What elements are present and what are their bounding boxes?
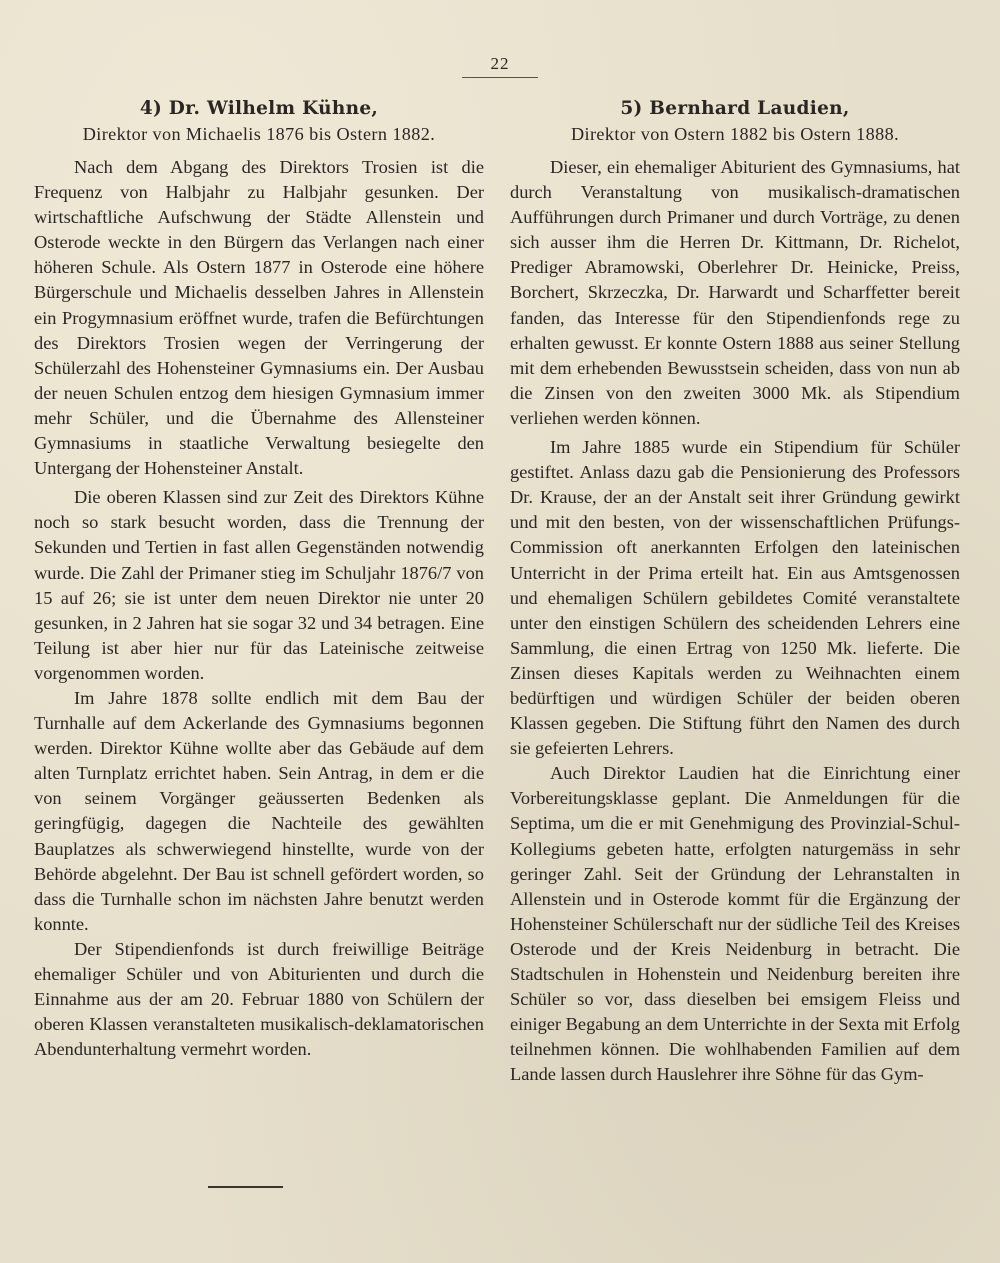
paragraph: Im Jahre 1885 wurde ein Stipendium für Schüler gestiftet. Anlass dazu gab die Pensionierung des Professors Dr. Krause, der an der Anstalt seit ihrer Gründung gewirkt und mit den besten, von der wissenschaftlichen Prüfungs-Commission oft anerkannten Erfolgen den lateinischen Unterricht in der Prima erteilt hat. Ein aus Amtsgenossen und ehemaligen Schülern gebildetes Comité veranstaltete unter den einstigen Schülern des scheidenden Lehrers eine Sammlung, die einen Ertrag von 1250 Mk. lieferte. Die Zinsen dieses Kapitals werden zu Weihnachten einem bedürftigen und würdigen Schüler der beiden oberen Klassen gegeben. Die Stiftung führt den Namen des durch sie gefeierten Lehrers. (510, 437, 960, 759)
right-column (510, 96, 960, 1087)
paragraph: Auch Direktor Laudien hat die Einrichtung einer Vorbereitungsklasse geplant. Die Anmeldungen für die Septima, um die er mit Genehmigung des Provinzial-Schul-Kollegiums gebeten hatte, erfolgten naturgemäss in sehr geringer Zahl. Seit der Gründung der Lehranstalten in Allenstein und in Osterode kommt für die Ergänzung der Hohensteiner Schülerschaft nur der südliche Teil des Kreises Osterode und der Kreis Neidenburg in betracht. Die Stadtschulen in Hohenstein und Neidenburg bereiten ihre Schüler so vor, dass dieselben bei emsigem Fleiss und einiger Begabung an dem Unterrichte in der Sexta mit Erfolg teilnehmen können. Die wohlhabenden Familien auf dem Lande lassen durch Hauslehrer ihre Söhne für das Gym- (510, 763, 960, 1085)
paragraph: Der Stipendienfonds ist durch freiwillige Beiträge ehemaliger Schüler und von Abiturienten und durch die Einnahme aus der am 20. Februar 1880 von Schülern der oberen Klassen veranstalteten musikalisch-deklamatorischen Abendunterhaltung vermehrt worden. (34, 938, 484, 1060)
section-subheading-kuehne: Direktor von Michaelis 1876 bis Ostern 1882. (82, 124, 436, 144)
section-subheading-laudien: Direktor von Ostern 1882 bis Ostern 1888. (570, 124, 900, 144)
page-number: 22 (462, 54, 538, 78)
paragraph: Nach dem Abgang des Direktors Trosien ist die Frequenz von Halbjahr zu Halbjahr gesunken. Der wirtschaftliche Aufschwung der Städte Allenstein und Osterode weckte in den Bürgern das Verlangen nach einer höheren Schule. Als Ostern 1877 in Osterode eine höhere Bürgerschule und Michaelis desselben Jahres in Allenstein ein Progymnasium eröffnet wurde, trafen die Befürchtungen des Direktors Trosien wegen der Verringerung der Schülerzahl des Hohensteiner Gymnasiums ein. Der Ausbau der neuen Schulen entzog dem hiesigen Gymnasium immer mehr Schüler, und die Übernahme des Allensteiner Gymnasiums in staatliche Verwaltung besiegelte den Untergang der Hohensteiner Anstalt. (34, 157, 484, 479)
end-rule-divider (208, 1186, 283, 1188)
paragraph: Im Jahre 1878 sollte endlich mit dem Bau der Turnhalle auf dem Ackerlande des Gymnasiums begonnen werden. Direktor Kühne wollte aber das Gebäude auf dem alten Turnplatz errichtet haben. Sein Antrag, in dem er die von seinem Vorgänger geäusserten Bedenken als geringfügig, dagegen die Nachteile des gewählten Bauplatzes als schwerwiegend hinstellte, wurde von der Behörde abgelehnt. Der Bau ist schnell gefördert worden, so dass die Turnhalle schon im nächsten Jahre benutzt werden konnte. (34, 687, 484, 934)
left-column (34, 96, 484, 1062)
paragraph: Dieser, ein ehemaliger Abiturient des Gymnasiums, hat durch Veranstaltung von musikalisch-dramatischen Aufführungen durch Primaner und durch Vorträge, zu denen sich ausser ihm die Herren Dr. Kittmann, Dr. Richelot, Prediger Abramowski, Oberlehrer Dr. Heinicke, Preiss, Borchert, Skrzeczka, Dr. Harwardt und Scharffetter bereit fanden, das Interesse für den Stipendienfonds rege zu erhalten gewusst. Er konnte Ostern 1888 aus seiner Stellung mit dem erhebenden Bewusstsein scheiden, dass von nun ab die Zinsen von den zweiten 3000 Mk. als Stipendium verliehen werden können. (510, 157, 960, 428)
section-heading-laudien: 5) Bernhard Laudien, (620, 98, 850, 119)
paragraph: Die oberen Klassen sind zur Zeit des Direktors Kühne noch so stark besucht worden, dass die Trennung der Sekunden und Tertien in fast allen Gegenständen notwendig wurde. Die Zahl der Primaner stieg im Schuljahr 1876/7 von 15 auf 26; sie ist unter dem neuen Direktor nie unter 20 gesunken, in 2 Jahren hat sie sogar 32 und 34 betragen. Eine Teilung ist aber hier nur für das Lateinische zeitweise vorgenommen worden. (34, 487, 484, 683)
section-heading-kuehne: 4) Dr. Wilhelm Kühne, (139, 98, 379, 119)
